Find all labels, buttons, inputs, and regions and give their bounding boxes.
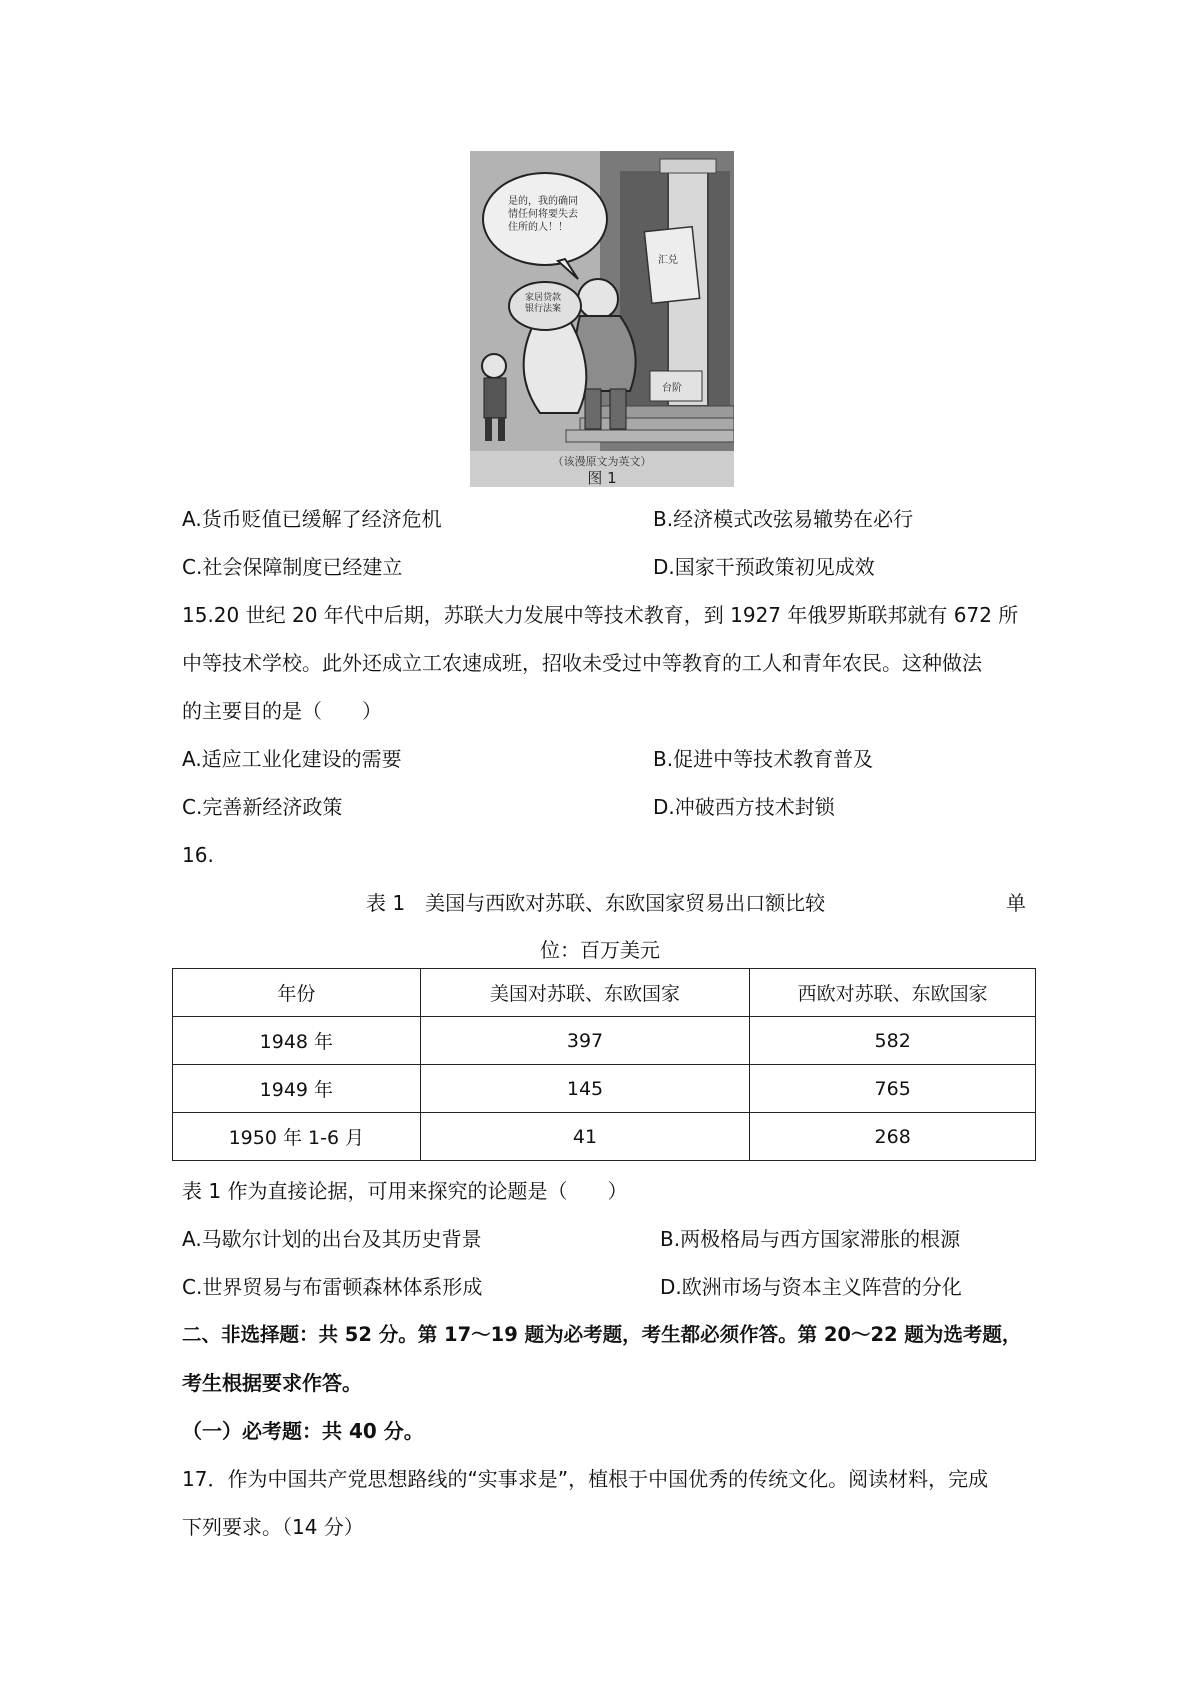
section2-heading-line-2: 考生根据要求作答。	[182, 1371, 362, 1395]
q14-option-b: B.经济模式改弦易辙势在必行	[653, 507, 914, 531]
table-cell-us: 397	[420, 1017, 750, 1065]
table-cell-us: 41	[420, 1113, 750, 1161]
table-cell-year: 1948 年	[173, 1017, 421, 1065]
cartoon-figure	[470, 151, 734, 487]
table-cell-west-europe: 765	[750, 1065, 1036, 1113]
table-cell-year: 1949 年	[173, 1065, 421, 1113]
table-header-west-europe: 西欧对苏联、东欧国家	[750, 969, 1036, 1017]
q16-option-b: B.两极格局与西方国家滞胀的根源	[660, 1227, 961, 1251]
speech-bubble-text: 是的，我的确同情任何将要失去住所的人！！	[508, 196, 578, 233]
q14-option-d: D.国家干预政策初见成效	[653, 555, 875, 579]
q16-number: 16.	[182, 843, 214, 867]
table-title: 表 1 美国与西欧对苏联、东欧国家贸易出口额比较	[366, 891, 826, 915]
q17-line-2: 下列要求。（14 分）	[182, 1515, 364, 1539]
table-cell-year: 1950 年 1-6 月	[173, 1113, 421, 1161]
trade-export-table	[172, 968, 1036, 1161]
bag-label: 家居贷款银行法案	[525, 293, 562, 314]
q16-option-a: A.马歇尔计划的出台及其历史背景	[182, 1227, 482, 1251]
table-cell-us: 145	[420, 1065, 750, 1113]
table-cell-west-europe: 268	[750, 1113, 1036, 1161]
figure-source-note: （该漫原文为英文）	[552, 455, 652, 468]
section2-heading-line-1: 二、非选择题：共 52 分。第 17～19 题为必考题，考生都必须作答。第 20～22 题为选考题，	[182, 1323, 1022, 1346]
table-header-year: 年份	[173, 969, 421, 1017]
section2-subheading: （一）必考题：共 40 分。	[182, 1419, 424, 1443]
q14-option-a: A.货币贬值已缓解了经济危机	[182, 507, 442, 531]
table-row	[173, 1113, 1036, 1161]
table-unit-head: 单	[1006, 891, 1026, 915]
q16-stem: 表 1 作为直接论据，可用来探究的论题是（ ）	[182, 1179, 628, 1203]
sign-label: 汇兑	[658, 255, 678, 266]
q15-option-a: A.适应工业化建设的需要	[182, 747, 402, 771]
table-unit-tail: 位：百万美元	[540, 938, 660, 962]
step-label: 台阶	[662, 383, 682, 394]
q16-option-c: C.世界贸易与布雷顿森林体系形成	[182, 1275, 483, 1299]
table-header-row	[173, 969, 1036, 1017]
table-header-us: 美国对苏联、东欧国家	[420, 969, 750, 1017]
q15-stem-line-1: 15.20 世纪 20 年代中后期，苏联大力发展中等技术教育，到 1927 年俄罗斯联邦就有 672 所	[182, 603, 1019, 627]
table-row	[173, 1017, 1036, 1065]
q15-option-d: D.冲破西方技术封锁	[653, 795, 835, 819]
q16-option-d: D.欧洲市场与资本主义阵营的分化	[660, 1275, 962, 1299]
table-cell-west-europe: 582	[750, 1017, 1036, 1065]
q15-option-c: C.完善新经济政策	[182, 795, 343, 819]
q15-stem-line-2: 中等技术学校。此外还成立工农速成班，招收未受过中等教育的工人和青年农民。这种做法	[182, 651, 982, 675]
q17-line-1: 17．作为中国共产党思想路线的“实事求是”，植根于中国优秀的传统文化。阅读材料，完成	[182, 1467, 989, 1491]
table-row	[173, 1065, 1036, 1113]
q15-option-b: B.促进中等技术教育普及	[653, 747, 874, 771]
q14-option-c: C.社会保障制度已经建立	[182, 555, 403, 579]
figure-caption: 图 1	[587, 469, 617, 487]
q15-stem-line-3: 的主要目的是（ ）	[182, 699, 382, 723]
